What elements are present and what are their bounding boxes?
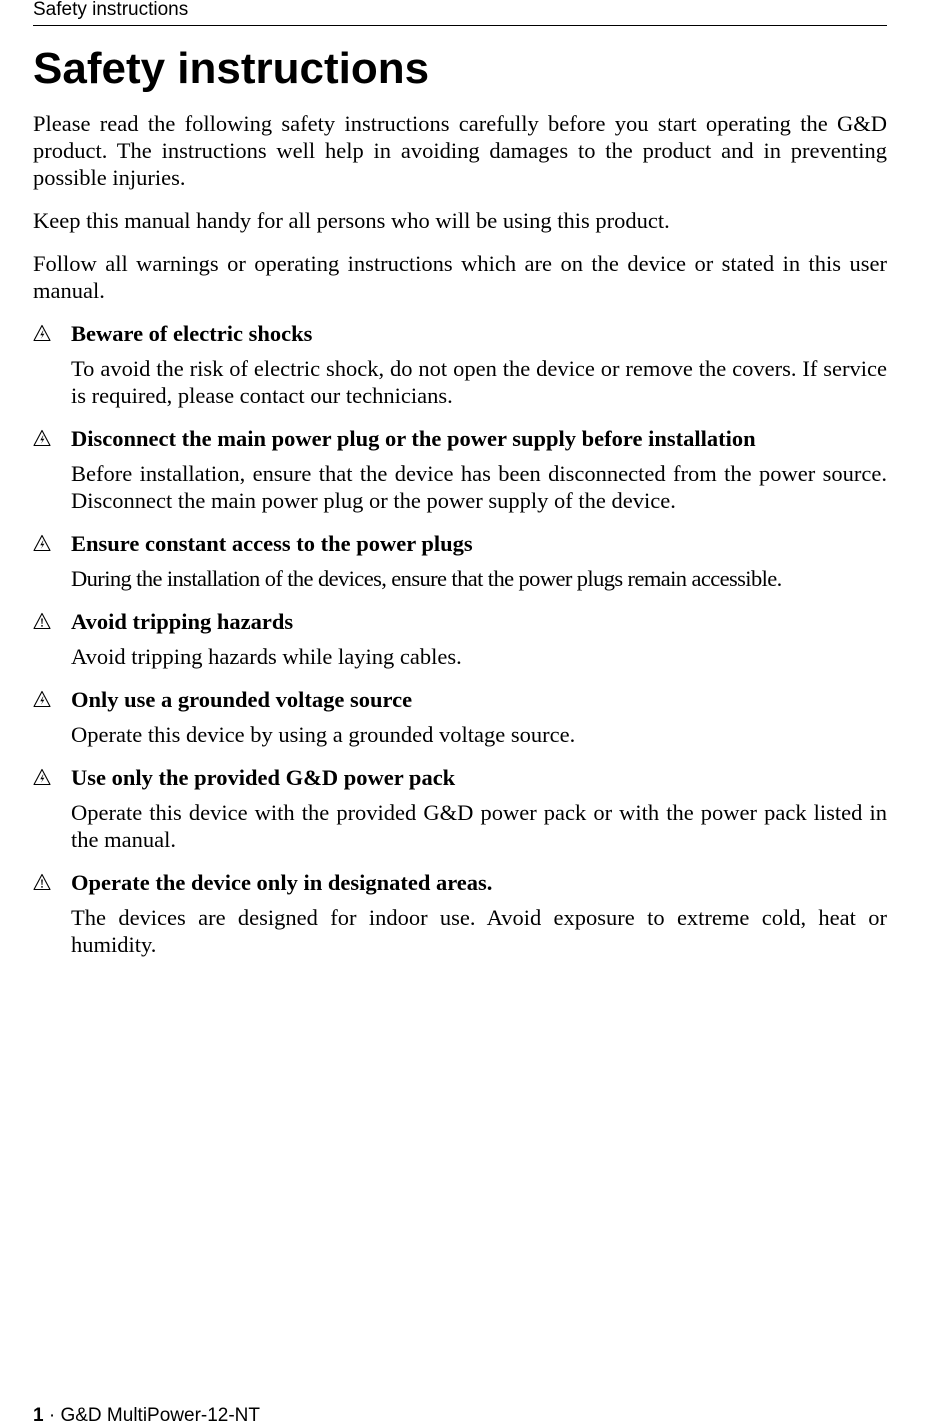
running-footer bbox=[33, 1405, 260, 1427]
electric-shock-warning-icon bbox=[33, 534, 51, 552]
warning-text: To avoid the risk of electric shock, do not open the device or remove the covers. If service is required, please contact our technicians. bbox=[71, 356, 887, 408]
intro-paragraph: Keep this manual handy for all persons who will be using this product. bbox=[33, 208, 670, 233]
footer-product-name: G&D MultiPower-12-NT bbox=[60, 1405, 261, 1426]
warning-text: During the installation of the devices, ensure that the power plugs remain accessible. bbox=[71, 566, 782, 591]
warning-item bbox=[33, 425, 887, 514]
running-header-title: Safety instructions bbox=[33, 0, 189, 20]
warning-item bbox=[33, 869, 887, 958]
running-header bbox=[33, 0, 887, 26]
warning-item bbox=[33, 530, 887, 592]
warning-title: Operate the device only in designated areas. bbox=[71, 870, 493, 895]
warning-title: Use only the provided G&D power pack bbox=[71, 765, 456, 790]
page-title: Safety instructions bbox=[33, 44, 430, 93]
warning-text: Operate this device by using a grounded voltage source. bbox=[71, 722, 576, 747]
intro-paragraph: Follow all warnings or operating instructions which are on the device or stated in this user manual. bbox=[33, 251, 887, 303]
electric-shock-warning-icon bbox=[33, 324, 51, 342]
electric-shock-warning-icon bbox=[33, 768, 51, 786]
footer-separator: · bbox=[43, 1405, 61, 1426]
warning-text: Avoid tripping hazards while laying cables. bbox=[71, 644, 462, 669]
general-warning-icon bbox=[33, 612, 51, 630]
warning-title: Beware of electric shocks bbox=[71, 321, 313, 346]
warning-title: Only use a grounded voltage source bbox=[71, 687, 413, 712]
page-number: 1 bbox=[33, 1405, 44, 1426]
warning-text: Before installation, ensure that the device has been disconnected from the power source. Disconnect the main power plug or the power supply of the device. bbox=[71, 461, 887, 513]
warning-item bbox=[33, 320, 887, 409]
intro-paragraph: Please read the following safety instructions carefully before you start operating the G&D product. The instructions well help in avoiding damages to the product and in preventing possible injuries. bbox=[33, 111, 887, 190]
warning-title: Avoid tripping hazards bbox=[71, 609, 294, 634]
warning-item bbox=[33, 764, 887, 853]
warning-title: Ensure constant access to the power plugs bbox=[71, 531, 473, 556]
warning-title: Disconnect the main power plug or the power supply before installation bbox=[71, 426, 756, 451]
warning-item bbox=[33, 686, 887, 748]
document-body bbox=[33, 110, 887, 974]
warning-item bbox=[33, 608, 887, 670]
general-warning-icon bbox=[33, 873, 51, 891]
warning-text: The devices are designed for indoor use. Avoid exposure to extreme cold, heat or humidity. bbox=[71, 905, 887, 957]
electric-shock-warning-icon bbox=[33, 429, 51, 447]
electric-shock-warning-icon bbox=[33, 690, 51, 708]
warning-text: Operate this device with the provided G&D power pack or with the power pack listed in the manual. bbox=[71, 800, 887, 852]
